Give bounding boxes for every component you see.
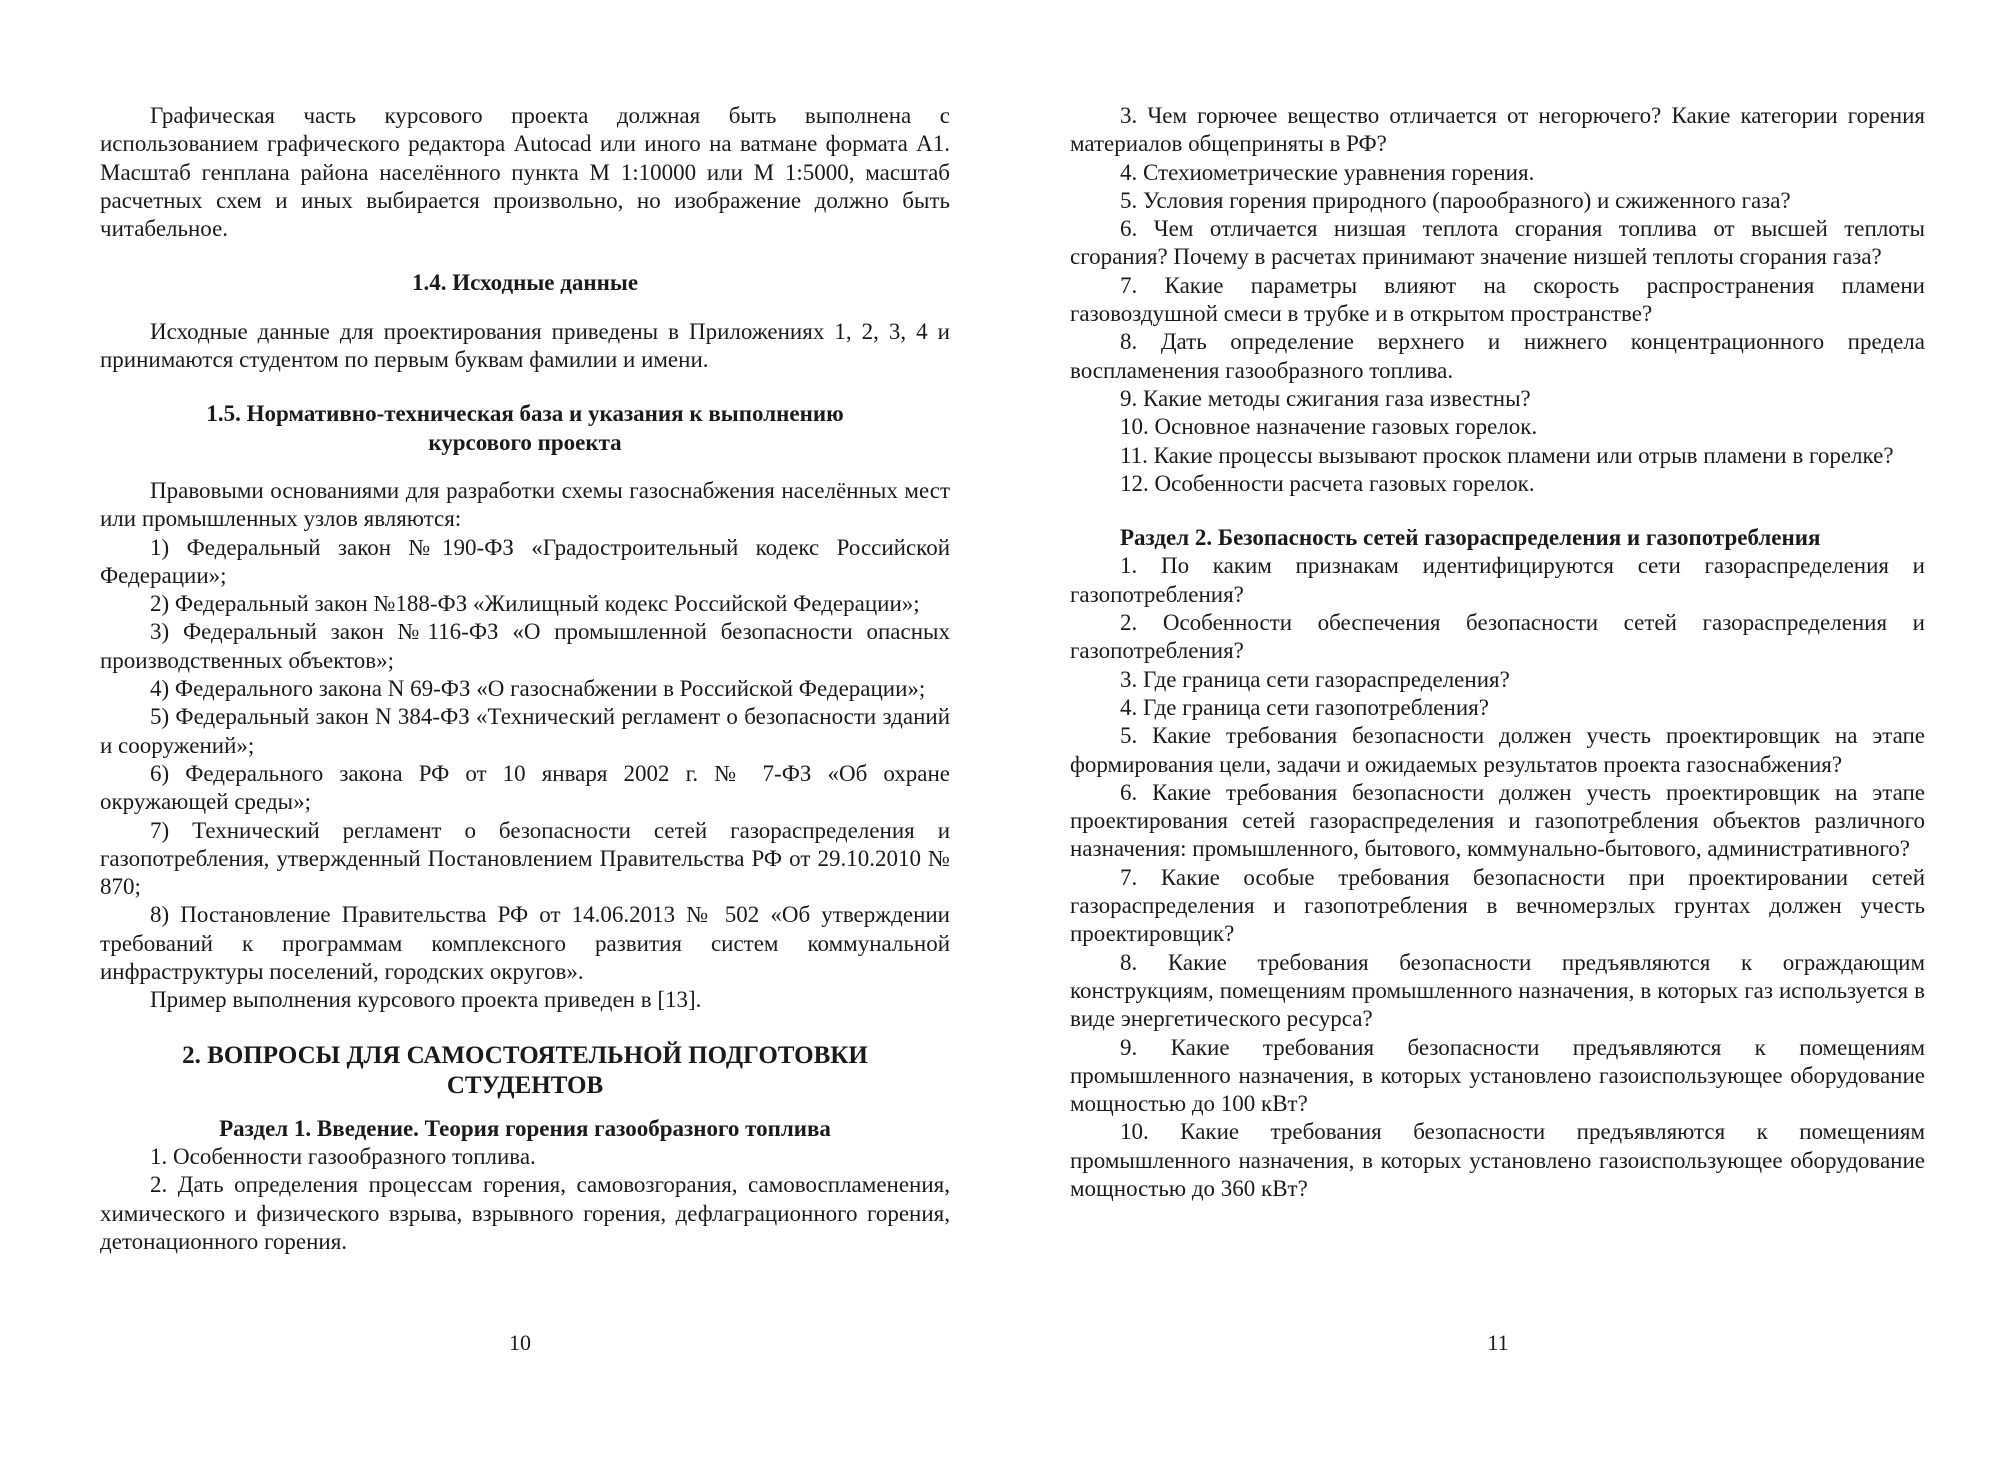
question-2-10: 10. Какие требования безопасности предъявляются к помещениям промышленного назначения, в которых установлено газоиспользующее оборудование мощностью до 360 кВт? xyxy=(1070,1119,1925,1201)
section-1-title: Раздел 1. Введение. Теория горения газообразного топлива xyxy=(219,1115,831,1141)
question-2-4: 4. Где граница сети газопотребления? xyxy=(1120,694,1489,720)
question-2-2: 2. Особенности обеспечения безопасности сетей газораспределения и газопотребления? xyxy=(1070,610,1925,664)
page-number-right: 11 xyxy=(1487,1330,1509,1355)
question-1-8: 8. Дать определение верхнего и нижнего концентрационного предела воспламенения газообразного топлива. xyxy=(1070,329,1925,383)
question-1-10: 10. Основное назначение газовых горелок. xyxy=(1120,414,1538,440)
question-2-1: 1. По каким признакам идентифицируются сети газораспределения и газопотребления? xyxy=(1070,553,1925,607)
paragraph-1-4: Исходные данные для проектирования приведены в Приложениях 1, 2, 3, 4 и принимаются студентом по первым буквам фамилии и имени. xyxy=(100,318,950,373)
law-item-6: 6) Федерального закона РФ от 10 января 2002 г. № 7-ФЗ «Об охране окружающей среды»; xyxy=(100,760,950,815)
question-1-9: 9. Какие методы сжигания газа известны? xyxy=(1120,385,1531,411)
law-item-8: 8) Постановление Правительства РФ от 14.06.2013 № 502 «Об утверждении требований к программам комплексного развития систем коммунальной инфраструктуры поселений, городских округов». xyxy=(100,902,950,985)
question-1-3: 3. Чем горючее вещество отличается от негорючего? Какие категории горения материалов общеприняты в РФ? xyxy=(1070,103,1925,157)
question-2-6: 6. Какие требования безопасности должен учесть проектировщик на этапе проектирования сетей газораспределения и газопотребления объектов различного назначения: промышленного, бытового, коммунально-бытового, административного? xyxy=(1070,779,1925,862)
question-2-9: 9. Какие требования безопасности предъявляются к помещениям промышленного назначения, в которых установлено газоиспользующее оборудование мощностью до 100 кВт? xyxy=(1070,1034,1925,1117)
chapter-2-title-line2: СТУДЕНТОВ xyxy=(446,1071,604,1099)
question-2-5: 5. Какие требования безопасности должен учесть проектировщик на этапе формирования цели, задачи и ожидаемых результатов проекта газоснабжения? xyxy=(1070,723,1925,777)
heading-1-4: 1.4. Исходные данные xyxy=(411,270,639,296)
example-paragraph: Пример выполнения курсового проекта приведен в [13]. xyxy=(150,987,702,1013)
question-1-11: 11. Какие процессы вызывают проскок пламени или отрыв пламени в горелке? xyxy=(1120,442,1894,468)
question-1-2: 2. Дать определения процессам горения, самовозгорания, самовоспламенения, химического и физического взрыва, взрывного горения, дефлаграционного горения, детонационного горения. xyxy=(100,1172,950,1254)
law-item-2: 2) Федеральный закон №188-ФЗ «Жилищный кодекс Российской Федерации»; xyxy=(150,591,920,617)
question-1-12: 12. Особенности расчета газовых горелок. xyxy=(1120,470,1535,496)
question-2-3: 3. Где граница сети газораспределения? xyxy=(1120,666,1510,692)
law-item-7: 7) Технический регламент о безопасности сетей газораспределения и газопотребления, утвержденный Постановлением Правительства РФ от 29.10.2010 № 870; xyxy=(100,817,950,900)
law-item-5: 5) Федеральный закон N 384-ФЗ «Технический регламент о безопасности зданий и сооружений»; xyxy=(100,704,950,758)
heading-1-5-line1: 1.5. Нормативно-техническая база и указания к выполнению xyxy=(206,401,844,427)
question-2-8: 8. Какие требования безопасности предъявляются к ограждающим конструкциям, помещениям промышленного назначения, в которых газ используется в виде энергетического ресурса? xyxy=(1070,949,1925,1032)
paragraph-1-5: Правовыми основаниями для разработки схемы газоснабжения населённых мест или промышленных узлов являются: xyxy=(100,477,950,532)
law-item-3: 3) Федеральный закон №116-ФЗ «О промышленной безопасности опасных производственных объектов»; xyxy=(100,619,950,673)
question-1-6: 6. Чем отличается низшая теплота сгорания топлива от высшей теплоты сгорания? Почему в расчетах принимают значение низшей теплоты сгорания газа? xyxy=(1070,216,1925,270)
left-page xyxy=(100,102,950,1256)
question-2-7: 7. Какие особые требования безопасности при проектировании сетей газораспределения и газопотребления в вечномерзлых грунтах должен учесть проектировщик? xyxy=(1070,864,1925,947)
section-2-title: Раздел 2. Безопасность сетей газораспределения и газопотребления xyxy=(1120,525,1821,551)
chapter-2-title-line1: 2. ВОПРОСЫ ДЛЯ САМОСТОЯТЕЛЬНОЙ ПОДГОТОВКИ xyxy=(182,1041,868,1069)
law-item-1: 1) Федеральный закон №190-ФЗ «Градостроительный кодекс Российской Федерации»; xyxy=(100,534,950,588)
page-number-left: 10 xyxy=(509,1330,531,1355)
question-1-4: 4. Стехиометрические уравнения горения. xyxy=(1120,159,1535,185)
intro-paragraph: Графическая часть курсового проекта должная быть выполнена с использованием графического редактора Autocad или иного на ватмане формата А1. Масштаб генплана района населённого пункта М 1:10000 или М 1:5000, масштаб расчетных схем и иных выбирается произвольно, но изображение должно быть читабельное. xyxy=(100,103,950,242)
right-page xyxy=(1070,102,1925,1203)
heading-1-5-line2: курсового проекта xyxy=(428,429,622,455)
law-item-4: 4) Федерального закона N 69-ФЗ «О газоснабжении в Российской Федерации»; xyxy=(150,676,926,702)
question-1-7: 7. Какие параметры влияют на скорость распространения пламени газовоздушной смеси в трубке и в открытом пространстве? xyxy=(1070,272,1925,327)
question-1-5: 5. Условия горения природного (парообразного) и сжиженного газа? xyxy=(1120,187,1791,213)
question-1-1: 1. Особенности газообразного топлива. xyxy=(150,1143,536,1169)
